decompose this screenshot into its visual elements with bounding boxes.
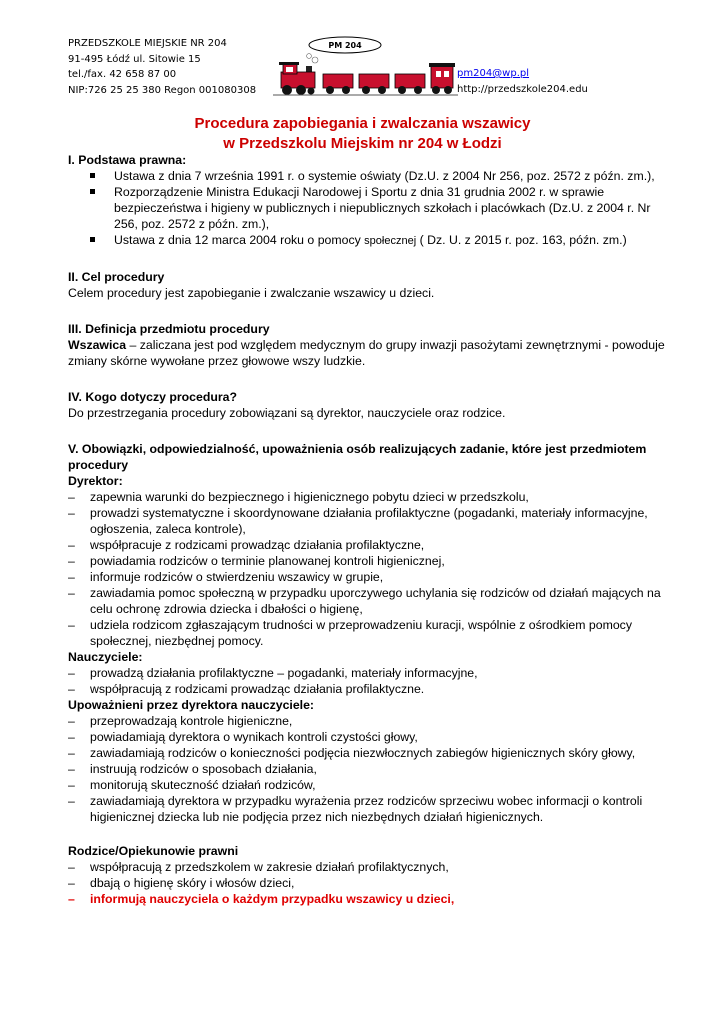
section-3-heading: III. Definicja przedmiotu procedury — [68, 322, 270, 336]
item-text: Ustawa z dnia 12 marca 2004 roku o pomocy — [114, 233, 361, 247]
list-item: – udziela rodzicom zgłaszającym trudności w przeprowadzeniu kuracji, wspólnie z ośrodkiem pomocy społecznej, niezbędnej pomocy. — [68, 617, 668, 649]
definition-term: Wszawica — [68, 338, 127, 352]
section-5-heading: V. Obowiązki, odpowiedzialność, upoważnienia osób realizujących zadanie, które jest przedmiotem procedury — [68, 442, 647, 472]
train-logo — [273, 36, 458, 98]
list-item: – zapewnia warunki do bezpiecznego i higienicznego pobytu dzieci w przedszkolu, — [68, 489, 668, 505]
institution-address: 91-495 Łódź ul. Sitowie 15 — [68, 53, 201, 65]
item-text-small: społecznej — [364, 235, 417, 247]
section-1-heading: I. Podstawa prawna: — [68, 153, 187, 167]
legal-basis-list — [68, 168, 668, 249]
list-item: – dbają o higienę skóry i włosów dzieci, — [68, 875, 668, 891]
list-item: – zawiadamia pomoc społeczną w przypadku uporczywego uchylania się rodziców od działań mających na celu ochronę zdrowia dziecka i dbałości o higienę, — [68, 585, 668, 617]
authorized-duties-list — [68, 713, 668, 825]
list-item: – zawiadamiają rodziców o konieczności podjęcia niezwłocznych zabiegów higienicznych skóry głowy, — [68, 745, 668, 761]
logo-label: PM 204 — [328, 41, 362, 50]
list-item-highlighted: – informują nauczyciela o każdym przypadku wszawicy u dzieci, — [68, 891, 668, 907]
list-item: – instruują rodziców o sposobach działania, — [68, 761, 668, 777]
list-item: – monitorują skuteczność działań rodziców, — [68, 777, 668, 793]
list-item: – współpracują z rodzicami prowadząc działania profilaktyczne. — [68, 681, 668, 697]
institution-phone: tel./fax. 42 658 87 00 — [68, 69, 177, 80]
list-item: – przeprowadzają kontrole higieniczne, — [68, 713, 668, 729]
document-title-line-1: Procedura zapobiegania i zwalczania wszawicy — [194, 115, 531, 132]
email-link[interactable]: pm204@wp.pl — [457, 68, 530, 79]
institution-info — [68, 36, 256, 98]
section-4-heading: IV. Kogo dotyczy procedura? — [68, 390, 237, 404]
list-item: Ustawa z dnia 7 września 1991 r. o systemie oświaty (Dz.U. z 2004 Nr 256, poz. 2572 z późn. zm.), — [68, 168, 668, 184]
list-item: – współpracują z przedszkolem w zakresie działań profilaktycznych, — [68, 859, 668, 875]
document-body — [68, 152, 668, 907]
teachers-heading: Nauczyciele: — [68, 650, 143, 664]
parents-duties-list — [68, 859, 668, 907]
section-2-heading: II. Cel procedury — [68, 270, 165, 284]
letterhead — [68, 36, 668, 98]
section-3-text — [68, 337, 668, 369]
director-heading: Dyrektor: — [68, 474, 123, 488]
document-title-line-2: w Przedszkolu Miejskim nr 204 w Łodzi — [223, 135, 502, 152]
section-4-text: Do przestrzegania procedury zobowiązani są dyrektor, nauczyciele oraz rodzice. — [68, 406, 506, 420]
institution-name: PRZEDSZKOLE MIEJSKIE NR 204 — [68, 38, 227, 49]
institution-tax-ids: NIP:726 25 25 380 Regon 001080308 — [68, 84, 257, 96]
definition-text: – zaliczana jest pod względem medycznym do grupy inwazji pasożytami zewnętrznymi - powoduje zmiany skórne wywołane przez głowowe wszy ludzkie. — [68, 338, 665, 368]
authorized-teachers-heading: Upoważnieni przez dyrektora nauczyciele: — [68, 698, 315, 712]
list-item: – powiadamiają dyrektora o wynikach kontroli czystości głowy, — [68, 729, 668, 745]
director-duties-list — [68, 489, 668, 649]
list-item: – prowadzą działania profilaktyczne – pogadanki, materiały informacyjne, — [68, 665, 668, 681]
contact-info — [457, 66, 588, 97]
teachers-duties-list — [68, 665, 668, 697]
website-link[interactable]: http://przedszkole204.edu — [457, 83, 588, 95]
list-item: – powiadamia rodziców o terminie planowanej kontroli higienicznej, — [68, 553, 668, 569]
list-item: – prowadzi systematyczne i skoordynowane działania profilaktyczne (pogadanki, materiały informacyjne, ogłoszenia, zaleca kontrole), — [68, 505, 668, 537]
list-item: – współpracuje z rodzicami prowadząc działania profilaktyczne, — [68, 537, 668, 553]
parents-heading: Rodzice/Opiekunowie prawni — [68, 844, 239, 858]
list-item: Rozporządzenie Ministra Edukacji Narodowej i Sportu z dnia 31 grudnia 2002 r. w sprawie bezpieczeństwa i higieny w publicznych i niepublicznych szkołach i placówkach (Dz.U. z 2004 r. Nr 256, poz. 2572 z późn. zm.), — [68, 184, 668, 232]
item-text: ( Dz. U. z 2015 r. poz. 163, późn. zm.) — [419, 233, 627, 247]
section-2-text: Celem procedury jest zapobieganie i zwalczanie wszawicy u dzieci. — [68, 286, 435, 300]
list-item: – zawiadamiają dyrektora w przypadku wyrażenia przez rodziców sprzeciwu wobec informacji o kontroli higienicznej dziecka lub nie podjęcia przez nich niezbędnych działań higienicznych. — [68, 793, 668, 825]
list-item — [68, 232, 668, 249]
list-item: – informuje rodziców o stwierdzeniu wszawicy w grupie, — [68, 569, 668, 585]
